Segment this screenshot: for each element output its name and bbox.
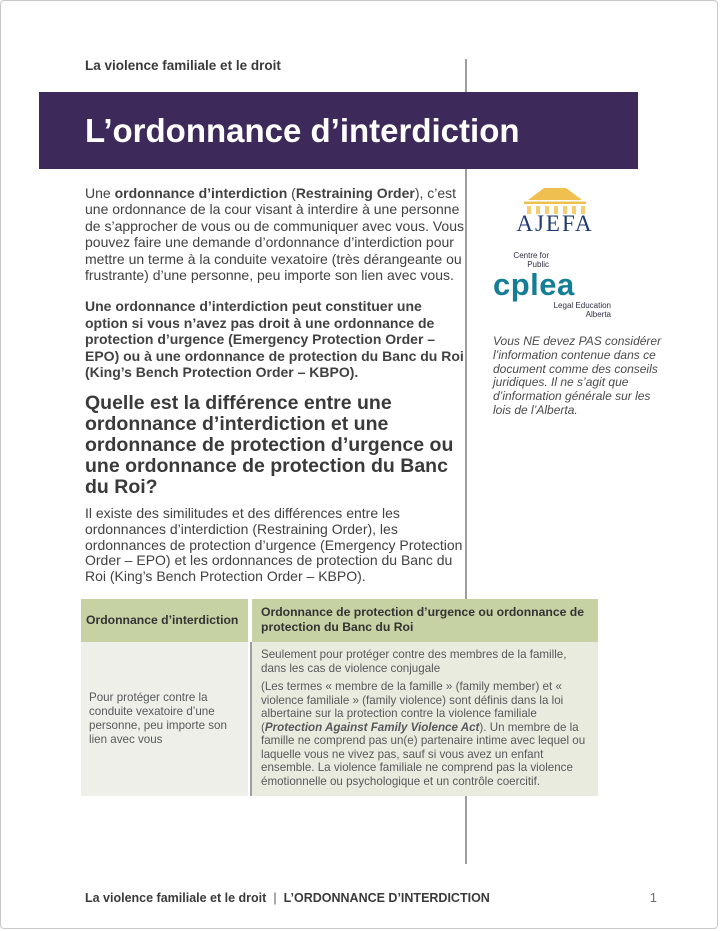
text-run: ), c’est une ordonnance de la cour visant à interdire à une personne de s’approcher de vous ou de communiquer avec vous. Vous pouvez faire une demande d’ordonnance d’interdiction pour mettre un terme à la conduite vexatoire (très dérangeante ou frustrante) d’une personne, peu importe son lien avec vous.: [85, 185, 465, 284]
cplea-wordmark: cplea: [493, 267, 575, 302]
footer-series-title: La violence familiale et le droit: [85, 891, 267, 905]
text-run: Une: [85, 185, 115, 201]
intro-paragraph: [85, 185, 465, 283]
main-content: [85, 185, 465, 584]
act-name-text: Protection Against Family Violence Act: [264, 720, 480, 734]
cplea-bottom-text: [507, 301, 611, 319]
table-header-restraining-order: Ordonnance d’interdiction: [81, 599, 248, 642]
title-banner: [39, 92, 638, 169]
cplea-logo: [493, 251, 623, 319]
page-footer: [85, 890, 657, 905]
text-run: (Les termes « membre de la famille » (family member) et « violence familiale » (family violence) sont définis dans la loi albertaine sur la protection contre la violence familiale (: [261, 680, 564, 734]
ajefa-wordmark: AJEFA: [516, 211, 594, 236]
table-body-row: [81, 642, 598, 796]
page-title: L’ordonnance d’interdiction: [85, 111, 520, 149]
option-paragraph: Une ordonnance d’interdiction peut constituer une option si vous n’avez pas droit à une ordonnance de protection d’urgence (Emergency Protection Order – EPO) ou à une ordonnance de protection du Banc du Roi (King’s Bench Protection Order – KBPO).: [85, 298, 464, 381]
table-header-protection-orders: Ordonnance de protection d’urgence ou ordonnance de protection du Banc du Roi: [252, 599, 598, 642]
document-series-title: La violence familiale et le droit: [85, 58, 281, 73]
footer-separator: |: [273, 891, 277, 905]
comparison-table: [81, 599, 598, 796]
section-heading: Quelle est la différence entre une ordonnance d’interdiction et une ordonnance de protection d’urgence ou une ordonnance de protection du Banc du Roi?: [85, 392, 454, 498]
footer-document-title: L’ORDONNANCE D’INTERDICTION: [283, 891, 490, 905]
text-run: ). Un membre de la famille ne comprend pas un(e) partenaire intime avec lequel ou laquelle vous ne vivez pas, sauf si vous avez un enfant ensemble. La violence familiale ne comprend pas la violence émotionnelle ou psychologique et un contrôle coercitif.: [261, 720, 586, 788]
text-run: (: [287, 185, 296, 201]
cplea-top-line2: Public: [527, 260, 549, 269]
protection-orders-paragraph-2: [261, 680, 590, 788]
page-number: 1: [649, 890, 657, 905]
table-cell-protection-orders: [252, 642, 598, 796]
table-column-divider: [250, 642, 252, 796]
protection-orders-paragraph-1: Seulement pour protéger contre des membres de la famille, dans les cas de violence conjugale: [261, 648, 567, 675]
comparison-intro-paragraph: Il existe des similitudes et des différences entre les ordonnances d’interdiction (Restraining Order), les ordonnances de protection d’urgence (Emergency Protection Order – EPO) et les ordonnances de protection du Banc du Roi (King’s Bench Protection Order – KBPO).: [85, 505, 463, 584]
text-run-bold: Restraining Order: [295, 185, 415, 201]
ajefa-temple-icon: [505, 187, 605, 214]
text-run-bold: ordonnance d’interdiction: [114, 185, 288, 201]
sidebar: [491, 185, 663, 418]
cplea-top-line1: Centre for: [513, 251, 549, 260]
cplea-bottom-line2: Alberta: [585, 310, 611, 319]
ajefa-logo: [505, 187, 605, 237]
table-cell-restraining-order: Pour protéger contre la conduite vexatoire d’une personne, peu importe son lien avec vous: [81, 642, 248, 796]
table-header-row: [81, 599, 598, 642]
cplea-bottom-line1: Legal Education: [553, 301, 611, 310]
legal-disclaimer: Vous NE devez PAS considérer l’information contenue dans ce document comme des conseils juridiques. Il ne s’agit que d’information générale sur les lois de l’Alberta.: [493, 334, 662, 417]
